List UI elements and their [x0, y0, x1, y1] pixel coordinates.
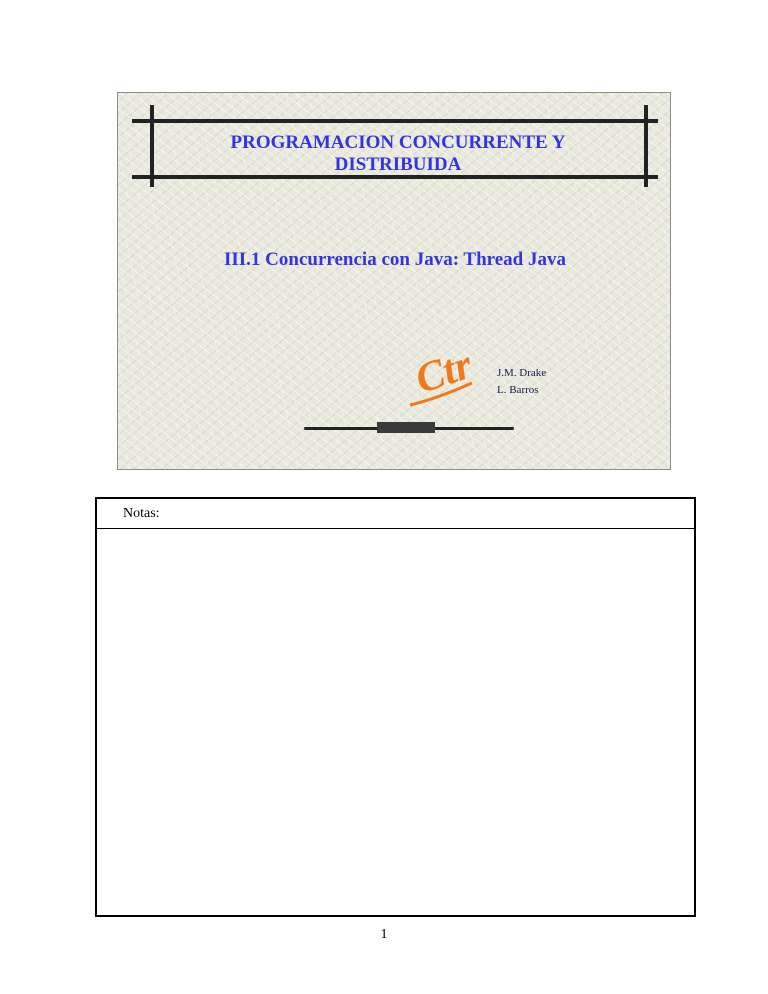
slide-subtitle: III.1 Concurrencia con Java: Thread Java	[223, 249, 567, 270]
notes-box	[95, 497, 696, 917]
notes-label: Notas:	[97, 499, 694, 529]
page-number: 1	[380, 927, 388, 942]
title-container	[158, 119, 638, 189]
ctr-logo-icon	[406, 339, 486, 411]
frame-left-post	[150, 105, 154, 187]
slide	[117, 92, 671, 470]
author-name: L. Barros	[497, 384, 539, 396]
authors	[497, 365, 546, 399]
logo-text: Ctr	[410, 341, 478, 403]
author-name: J.M. Drake	[497, 367, 547, 379]
slide-title: PROGRAMACION CONCURRENTE Y DISTRIBUIDA	[230, 132, 566, 175]
frame-right-post	[644, 105, 648, 187]
bottom-divider-block	[377, 422, 435, 433]
